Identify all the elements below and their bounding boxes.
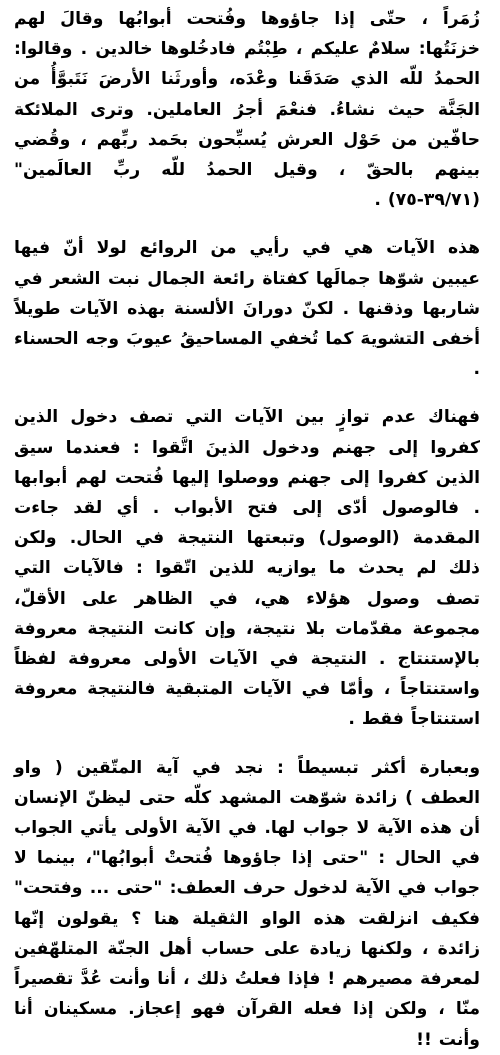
paragraph-quran-quote: زُمَراً ، حتّى إذا جاؤوها وفُتحت أبوابُها وقالَ لهم خزنَتُها: سلامٌ عليكم ، طِبْتُم فادخُلوها خالدين . وقالوا: الحمدُ للّه الذي صَدَقَنا وعْدَه، وأورثَنا الأرضَ نَتَبوَّأُ من الجَنَّة حيث نشاءُ. فنعْمَ أجرُ العاملين. وترى الملائكة حافّين من حَوْل العرش يُسبِّحون بحَمد ربِّهم ، وقُضي بينهم بالحقّ ، وقيل الحمدُ للّه ربِّ العالَمين" (٣٩/٧١-٧٥) .: [14, 9, 480, 211]
paragraph-opinion: هذه الآيات هي في رأيي من الروائع لولا أنّ فيها عيبين شوّها جمالَها كفتاة رائعة الجمال نبت الشعر في شاربها وذقنها . لكنّ دورانَ الألسنة بهذه الآيات طويلاً أخفى التشويهَ كما تُخفي المساحيقُ عيوبَ وجه الحسناء .: [14, 238, 480, 380]
paragraph-conjunction-waw: وبعبارة أكثر تبسيطاً : نجد في آية المتّقين ( واو العطف ) زائدة شوّهت المشهد كلّه حتى ليظنّ الإنسان أن هذه الآية لا جواب لها. في الآية الأولى يأتي الجواب في الحال : "حتى إذا جاؤوها فُتحتْ أبوابُها"، بينما لا جواب في الآية لدخول حرف العطف: "حتى ... وفتحت" فكيف انزلقت هذه الواو الثقيلة هنا ؟ يقولون إنّها زائدة ، ولكنها زيادة على حساب أهل الجنّة المتلهّفين لمعرفة مصيرهم ! فإذا فعلتُ ذلك ، أنا وأنت عُدَّ تقصيراً منّا ، ولكن إذا فعله القرآن فهو إعجاز. مسكينان أنا وأنت !!: [14, 757, 480, 1050]
paragraph-asymmetry: فهناك عدم توازٍ بين الآيات التي تصف دخول الذين كفروا إلى جهنم ودخول الذينَ اتَّقوا : فعندما سيق الذين كفروا إلى جهنم ووصلوا إليها فُتحت لهم أبوابها . فالوصول أدّى إلى فتح الأبواب . أي لقد جاءت المقدمة (الوصول) وتبعتها النتيجة في الحال. ولكن ذلك لم يحدث ما يوازيه للذين اتّقوا : فالآيات التي تصف وصول هؤلاء هي، في الظاهر على الأقلّ، مجموعة مقدّمات بلا نتيجة، وإن كانت النتيجة معروفة بالإستنتاج . النتيجة في الآيات الأولى معروفة لفظاً واستنتاجاً ، وأمّا في الآيات المتبقية فالنتيجة معروفة استنتاجاً فقط .: [14, 407, 480, 730]
